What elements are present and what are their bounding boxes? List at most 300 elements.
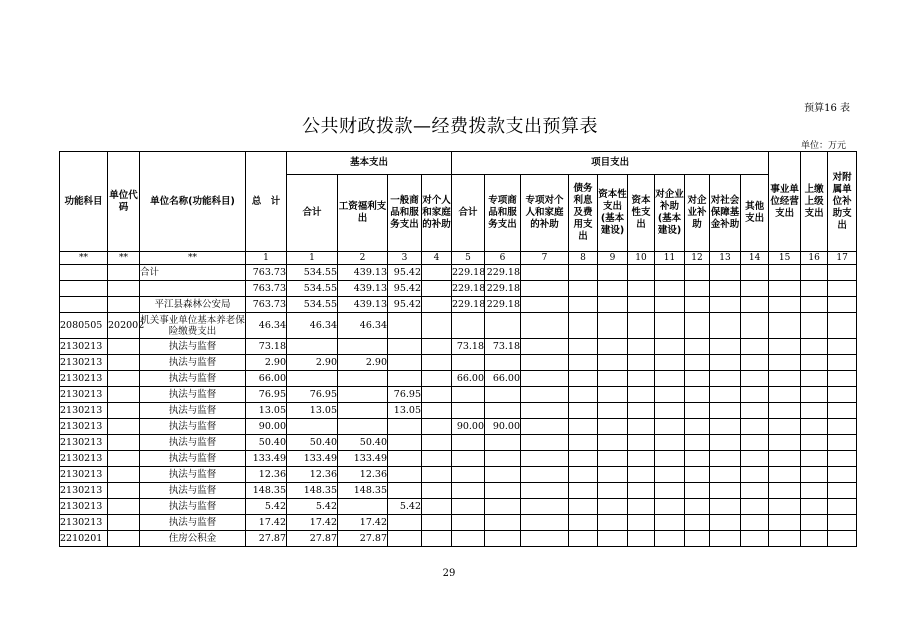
amount-cell <box>569 265 598 281</box>
amount-cell <box>521 467 569 483</box>
amount-cell: 133.49 <box>287 451 338 467</box>
amount-cell <box>741 499 769 515</box>
amount-cell: 763.73 <box>246 297 287 313</box>
amount-cell <box>685 483 710 499</box>
amount-cell <box>801 499 828 515</box>
amount-cell <box>388 531 422 547</box>
amount-cell <box>655 435 685 451</box>
amount-cell <box>710 371 741 387</box>
amount-cell <box>452 355 485 371</box>
amount-cell <box>801 467 828 483</box>
amount-cell <box>388 371 422 387</box>
index-cell: 16 <box>801 252 828 265</box>
amount-cell: 148.35 <box>287 483 338 499</box>
amount-cell <box>422 435 452 451</box>
header-proj-debt: 债务利息及费用支出 <box>569 175 598 252</box>
amount-cell: 534.55 <box>287 265 338 281</box>
amount-cell <box>521 281 569 297</box>
amount-cell <box>769 515 801 531</box>
index-cell: 8 <box>569 252 598 265</box>
amount-cell <box>628 467 655 483</box>
amount-cell <box>422 483 452 499</box>
amount-cell <box>710 265 741 281</box>
amount-cell <box>287 339 338 355</box>
amount-cell <box>769 531 801 547</box>
amount-cell <box>655 387 685 403</box>
amount-cell <box>569 339 598 355</box>
amount-cell: 229.18 <box>485 297 521 313</box>
amount-cell <box>801 419 828 435</box>
amount-cell <box>685 531 710 547</box>
amount-cell <box>769 435 801 451</box>
amount-cell <box>521 387 569 403</box>
header-basic-total: 合计 <box>287 175 338 252</box>
amount-cell <box>769 265 801 281</box>
header-basic: 基本支出 <box>287 152 452 175</box>
header-proj-enterprise: 对企业补助 <box>685 175 710 252</box>
amount-cell: 2.90 <box>287 355 338 371</box>
amount-cell <box>801 355 828 371</box>
header-proj-other: 其他支出 <box>741 175 769 252</box>
budget-table <box>59 151 857 547</box>
amount-cell <box>388 451 422 467</box>
amount-cell: 13.05 <box>246 403 287 419</box>
amount-cell <box>422 281 452 297</box>
amount-cell <box>655 499 685 515</box>
amount-cell: 95.42 <box>388 297 422 313</box>
amount-cell <box>741 483 769 499</box>
amount-cell <box>521 483 569 499</box>
amount-cell <box>741 355 769 371</box>
amount-cell: 90.00 <box>485 419 521 435</box>
amount-cell <box>628 387 655 403</box>
page-title: 公共财政拨款—经费拨款支出预算表 <box>302 116 598 137</box>
amount-cell: 2.90 <box>246 355 287 371</box>
amount-cell <box>801 313 828 339</box>
amount-cell <box>769 313 801 339</box>
form-number: 预算16 表 <box>804 103 850 114</box>
amount-cell <box>710 467 741 483</box>
amount-cell <box>388 313 422 339</box>
amount-cell <box>388 419 422 435</box>
index-cell: 15 <box>769 252 801 265</box>
amount-cell <box>598 339 628 355</box>
amount-cell <box>628 403 655 419</box>
amount-cell <box>655 371 685 387</box>
index-cell: 3 <box>388 252 422 265</box>
amount-cell <box>828 281 857 297</box>
amount-cell: 66.00 <box>246 371 287 387</box>
amount-cell <box>485 435 521 451</box>
amount-cell <box>655 281 685 297</box>
amount-cell <box>569 297 598 313</box>
amount-cell: 5.42 <box>246 499 287 515</box>
amount-cell: 229.18 <box>452 297 485 313</box>
unit-code-cell <box>108 355 140 371</box>
amount-cell <box>452 451 485 467</box>
amount-cell <box>828 515 857 531</box>
amount-cell <box>338 403 388 419</box>
amount-cell <box>685 371 710 387</box>
amount-cell <box>628 355 655 371</box>
amount-cell <box>422 339 452 355</box>
amount-cell <box>598 371 628 387</box>
amount-cell: 50.40 <box>287 435 338 451</box>
amount-cell <box>828 499 857 515</box>
amount-cell <box>655 451 685 467</box>
header-proj-total: 合计 <box>452 175 485 252</box>
amount-cell <box>741 435 769 451</box>
amount-cell <box>685 297 710 313</box>
amount-cell <box>521 339 569 355</box>
amount-cell <box>485 467 521 483</box>
index-row <box>60 252 857 265</box>
amount-cell: 229.18 <box>452 281 485 297</box>
amount-cell <box>598 387 628 403</box>
header-proj-personal: 专项对个人和家庭的补助 <box>521 175 569 252</box>
amount-cell <box>801 531 828 547</box>
amount-cell <box>485 451 521 467</box>
amount-cell <box>685 313 710 339</box>
table-row <box>60 265 857 281</box>
amount-cell <box>741 387 769 403</box>
header-unit-name: 单位名称(功能科目) <box>140 152 246 252</box>
amount-cell <box>655 297 685 313</box>
amount-cell <box>741 281 769 297</box>
amount-cell <box>569 371 598 387</box>
amount-cell <box>628 483 655 499</box>
amount-cell <box>655 265 685 281</box>
amount-cell <box>338 339 388 355</box>
unit-code-cell <box>108 403 140 419</box>
amount-cell: 13.05 <box>287 403 338 419</box>
amount-cell <box>710 355 741 371</box>
index-cell: 11 <box>655 252 685 265</box>
amount-cell <box>628 313 655 339</box>
amount-cell <box>801 297 828 313</box>
amount-cell: 763.73 <box>246 281 287 297</box>
index-cell: 10 <box>628 252 655 265</box>
amount-cell <box>801 387 828 403</box>
amount-cell: 50.40 <box>246 435 287 451</box>
amount-cell <box>741 313 769 339</box>
unit-name-cell: 执法与监督 <box>140 451 246 467</box>
amount-cell <box>422 531 452 547</box>
amount-cell <box>422 387 452 403</box>
index-cell: 1 <box>287 252 338 265</box>
amount-cell: 76.95 <box>287 387 338 403</box>
unit-code-cell: 202002 <box>108 313 140 339</box>
amount-cell <box>569 403 598 419</box>
amount-cell <box>569 387 598 403</box>
amount-cell <box>741 265 769 281</box>
amount-cell <box>828 531 857 547</box>
amount-cell <box>338 371 388 387</box>
amount-cell <box>710 515 741 531</box>
amount-cell <box>598 313 628 339</box>
amount-cell: 133.49 <box>246 451 287 467</box>
amount-cell: 12.36 <box>338 467 388 483</box>
amount-cell <box>485 531 521 547</box>
amount-cell: 12.36 <box>246 467 287 483</box>
amount-cell: 439.13 <box>338 281 388 297</box>
amount-cell <box>801 515 828 531</box>
amount-cell <box>598 499 628 515</box>
amount-cell <box>828 371 857 387</box>
amount-cell: 133.49 <box>338 451 388 467</box>
amount-cell: 148.35 <box>338 483 388 499</box>
unit-name-cell: 执法与监督 <box>140 403 246 419</box>
func-code-cell: 2130213 <box>60 451 108 467</box>
amount-cell <box>521 435 569 451</box>
unit-code-cell <box>108 435 140 451</box>
amount-cell <box>338 387 388 403</box>
amount-cell <box>485 355 521 371</box>
func-code-cell: 2080505 <box>60 313 108 339</box>
func-code-cell: 2130213 <box>60 387 108 403</box>
amount-cell: 5.42 <box>287 499 338 515</box>
table-row <box>60 313 857 339</box>
unit-name-cell: 执法与监督 <box>140 499 246 515</box>
amount-cell <box>710 281 741 297</box>
amount-cell <box>521 531 569 547</box>
amount-cell <box>598 297 628 313</box>
amount-cell: 229.18 <box>452 265 485 281</box>
amount-cell <box>422 265 452 281</box>
func-code-cell: 2130213 <box>60 467 108 483</box>
amount-cell <box>388 467 422 483</box>
amount-cell <box>828 265 857 281</box>
amount-cell: 27.87 <box>287 531 338 547</box>
amount-cell: 95.42 <box>388 281 422 297</box>
amount-cell <box>685 467 710 483</box>
amount-cell: 12.36 <box>287 467 338 483</box>
amount-cell <box>710 451 741 467</box>
func-code-cell <box>60 265 108 281</box>
amount-cell <box>710 483 741 499</box>
index-cell: 7 <box>521 252 569 265</box>
amount-cell <box>828 419 857 435</box>
amount-cell: 73.18 <box>485 339 521 355</box>
amount-cell <box>741 451 769 467</box>
amount-cell <box>628 339 655 355</box>
table-row <box>60 297 857 313</box>
index-cell: ** <box>140 252 246 265</box>
header-proj-capital-build: 资本性支出(基本建设) <box>598 175 628 252</box>
amount-cell <box>741 297 769 313</box>
unit-name-cell: 执法与监督 <box>140 371 246 387</box>
amount-cell <box>801 403 828 419</box>
func-code-cell: 2130213 <box>60 483 108 499</box>
amount-cell <box>388 435 422 451</box>
amount-cell <box>801 281 828 297</box>
amount-cell <box>828 387 857 403</box>
func-code-cell: 2130213 <box>60 403 108 419</box>
amount-cell <box>485 313 521 339</box>
unit-code-cell <box>108 387 140 403</box>
amount-cell <box>655 483 685 499</box>
amount-cell <box>801 451 828 467</box>
index-cell: 13 <box>710 252 741 265</box>
amount-cell <box>710 499 741 515</box>
table-row <box>60 499 857 515</box>
amount-cell <box>628 499 655 515</box>
unit-name-cell: 执法与监督 <box>140 355 246 371</box>
amount-cell <box>685 339 710 355</box>
amount-cell <box>685 403 710 419</box>
amount-cell <box>452 515 485 531</box>
func-code-cell: 2130213 <box>60 435 108 451</box>
amount-cell <box>422 451 452 467</box>
amount-cell <box>452 403 485 419</box>
unit-name-cell <box>140 281 246 297</box>
amount-cell <box>598 265 628 281</box>
header-proj-enterprise-build: 对企业补助(基本建设) <box>655 175 685 252</box>
amount-cell <box>655 313 685 339</box>
amount-cell <box>655 419 685 435</box>
amount-cell <box>388 355 422 371</box>
unit-code-cell <box>108 419 140 435</box>
amount-cell <box>598 467 628 483</box>
unit-name-cell: 合计 <box>140 265 246 281</box>
amount-cell <box>452 467 485 483</box>
index-cell: ** <box>108 252 140 265</box>
amount-cell <box>710 387 741 403</box>
table-row <box>60 419 857 435</box>
func-code-cell: 2130213 <box>60 419 108 435</box>
amount-cell <box>521 419 569 435</box>
amount-cell: 73.18 <box>246 339 287 355</box>
amount-cell <box>569 515 598 531</box>
unit-code-cell <box>108 281 140 297</box>
func-code-cell: 2210201 <box>60 531 108 547</box>
header-proj-goods: 专项商品和服务支出 <box>485 175 521 252</box>
amount-cell <box>569 451 598 467</box>
unit-code-cell <box>108 467 140 483</box>
amount-cell <box>710 297 741 313</box>
amount-cell: 17.42 <box>338 515 388 531</box>
header-project: 项目支出 <box>452 152 769 175</box>
amount-cell: 439.13 <box>338 265 388 281</box>
amount-cell: 534.55 <box>287 297 338 313</box>
amount-cell: 148.35 <box>246 483 287 499</box>
amount-cell <box>485 499 521 515</box>
amount-cell <box>710 419 741 435</box>
amount-cell <box>628 435 655 451</box>
index-cell: 4 <box>422 252 452 265</box>
table-row <box>60 371 857 387</box>
index-cell: ** <box>60 252 108 265</box>
amount-cell <box>710 403 741 419</box>
amount-cell <box>685 419 710 435</box>
amount-cell <box>828 313 857 339</box>
table-row <box>60 451 857 467</box>
amount-cell <box>569 435 598 451</box>
amount-cell <box>655 467 685 483</box>
amount-cell: 46.34 <box>246 313 287 339</box>
amount-cell <box>452 387 485 403</box>
amount-cell <box>685 387 710 403</box>
amount-cell <box>598 483 628 499</box>
table-row <box>60 515 857 531</box>
amount-cell: 534.55 <box>287 281 338 297</box>
amount-cell <box>422 355 452 371</box>
header-total: 总 计 <box>246 152 287 252</box>
amount-cell: 763.73 <box>246 265 287 281</box>
amount-cell <box>710 313 741 339</box>
index-cell: 17 <box>828 252 857 265</box>
unit-code-cell <box>108 515 140 531</box>
amount-cell <box>521 313 569 339</box>
amount-cell <box>741 403 769 419</box>
amount-cell <box>710 435 741 451</box>
amount-cell: 66.00 <box>485 371 521 387</box>
table-row <box>60 531 857 547</box>
amount-cell: 66.00 <box>452 371 485 387</box>
amount-cell <box>655 531 685 547</box>
amount-cell <box>769 467 801 483</box>
amount-cell <box>801 371 828 387</box>
amount-cell <box>628 515 655 531</box>
amount-cell <box>287 419 338 435</box>
table-row <box>60 403 857 419</box>
amount-cell <box>685 355 710 371</box>
unit-name-cell: 执法与监督 <box>140 435 246 451</box>
amount-cell <box>628 531 655 547</box>
amount-cell <box>685 265 710 281</box>
amount-cell <box>741 531 769 547</box>
amount-cell <box>769 451 801 467</box>
amount-cell <box>710 531 741 547</box>
header-func-subject: 功能科目 <box>60 152 108 252</box>
amount-cell <box>598 355 628 371</box>
amount-cell <box>521 515 569 531</box>
amount-cell <box>801 483 828 499</box>
amount-cell <box>485 515 521 531</box>
header-basic-personal: 对个人和家庭的补助 <box>422 175 452 252</box>
amount-cell <box>655 355 685 371</box>
amount-cell <box>569 419 598 435</box>
amount-cell <box>741 419 769 435</box>
unit-code-cell <box>108 451 140 467</box>
amount-cell <box>685 435 710 451</box>
amount-cell <box>598 419 628 435</box>
header-proj-social: 对社会保障基金补助 <box>710 175 741 252</box>
amount-cell <box>769 387 801 403</box>
amount-cell <box>598 531 628 547</box>
amount-cell <box>422 371 452 387</box>
amount-cell <box>828 435 857 451</box>
amount-cell <box>769 339 801 355</box>
amount-cell <box>769 371 801 387</box>
header-to-affiliated: 对附属单位补助支出 <box>828 152 857 252</box>
amount-cell <box>422 403 452 419</box>
header-unit-code: 单位代码 <box>108 152 140 252</box>
amount-cell <box>741 339 769 355</box>
amount-cell: 2.90 <box>338 355 388 371</box>
amount-cell <box>569 281 598 297</box>
amount-cell <box>741 515 769 531</box>
unit-code-cell <box>108 297 140 313</box>
table-row <box>60 467 857 483</box>
unit-code-cell <box>108 483 140 499</box>
amount-cell <box>769 419 801 435</box>
amount-cell <box>828 339 857 355</box>
unit-name-cell: 执法与监督 <box>140 515 246 531</box>
amount-cell: 50.40 <box>338 435 388 451</box>
amount-cell: 17.42 <box>287 515 338 531</box>
header-proj-capital: 资本性支出 <box>628 175 655 252</box>
